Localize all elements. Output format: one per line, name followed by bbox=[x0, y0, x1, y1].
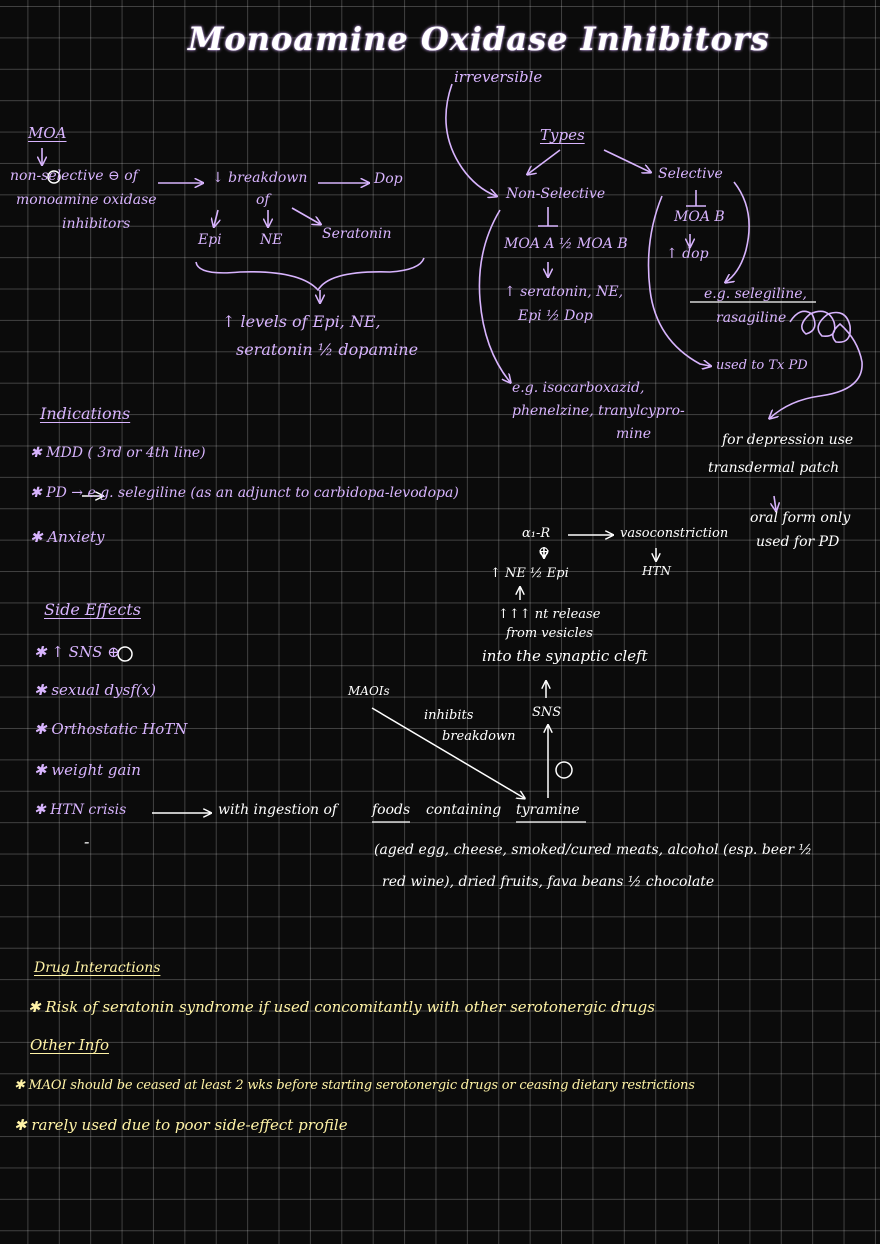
sel-target: MOA B bbox=[674, 209, 725, 225]
inhibits-line-2: breakdown bbox=[442, 729, 516, 744]
moa-heading: MOA bbox=[28, 124, 67, 142]
maois-label: MAOIs bbox=[348, 684, 390, 698]
moa-levels-2: seratonin ½ dopamine bbox=[236, 340, 419, 359]
types-heading: Types bbox=[540, 126, 585, 144]
moa-line-1: non-selective ⊖ of bbox=[10, 168, 138, 184]
foods-list-2: red wine), dried fruits, fava beans ½ chocolate bbox=[382, 874, 715, 890]
plus-sign-1: ⊕ bbox=[538, 544, 550, 560]
indication-item: ✱ Anxiety bbox=[30, 528, 105, 546]
moa-dop: Dop bbox=[374, 171, 403, 187]
side-effect-item: ✱ sexual dysf(x) bbox=[34, 681, 157, 699]
drug-interactions-heading: Drug Interactions bbox=[34, 960, 161, 976]
used-tx-pd: used to Tx PD bbox=[716, 358, 808, 373]
indication-item: ✱ PD → e.g. selegiline (as an adjunct to carbidopa-levodopa) bbox=[30, 485, 459, 501]
ns-example-3: mine bbox=[616, 426, 652, 442]
page-title: Monoamine Oxidase Inhibitors bbox=[188, 20, 770, 58]
depression-note-2: transdermal patch bbox=[708, 460, 840, 476]
other-info-heading: Other Info bbox=[30, 1036, 109, 1054]
foods-text: foods bbox=[372, 802, 411, 818]
tyramine-text: tyramine bbox=[516, 802, 580, 818]
moa-seratonin: Seratonin bbox=[322, 226, 392, 242]
side-effects-heading: Side Effects bbox=[44, 600, 141, 619]
side-effect-item: ✱ ↑ SNS ⊕ bbox=[34, 643, 120, 661]
selective-label: Selective bbox=[658, 166, 723, 182]
moa-levels-1: ↑ levels of Epi, NE, bbox=[222, 312, 381, 331]
depression-note-1: for depression use bbox=[722, 432, 854, 448]
side-effect-item: ✱ weight gain bbox=[34, 761, 141, 779]
release-line-1: ↑↑↑ nt release bbox=[498, 607, 601, 622]
htn-label: HTN bbox=[642, 564, 671, 578]
other-info-item: ✱ rarely used due to poor side-effect profile bbox=[14, 1116, 348, 1134]
moa-ne: NE bbox=[260, 232, 283, 248]
moa-line-2: monoamine oxidase bbox=[16, 192, 157, 208]
ns-example-2: phenelzine, tranylcypro- bbox=[512, 403, 685, 419]
moa-line-3: inhibitors bbox=[62, 216, 131, 232]
foods-list-1: (aged egg, cheese, smoked/cured meats, alcohol (esp. beer ½ bbox=[374, 842, 813, 858]
sel-example-2: rasagiline bbox=[716, 310, 787, 326]
moa-epi: Epi bbox=[198, 232, 222, 248]
sel-example-1: e.g. selegiline, bbox=[704, 286, 807, 302]
release-line-2: from vesicles bbox=[506, 626, 593, 641]
ns-example-1: e.g. isocarboxazid, bbox=[512, 380, 645, 396]
ns-target: MOA A ½ MOA B bbox=[504, 236, 628, 252]
other-info-item: ✱ MAOI should be ceased at least 2 wks before starting serotonergic drugs or ceasing dietary restrictions bbox=[14, 1078, 695, 1093]
ns-effect-1: ↑ seratonin, NE, bbox=[504, 284, 624, 300]
inhibits-line-1: inhibits bbox=[424, 708, 474, 723]
oral-note-2: used for PD bbox=[756, 534, 840, 550]
alpha1-receptor: α₁-R bbox=[522, 526, 551, 541]
moa-of: of bbox=[256, 192, 270, 208]
stray-dash: - bbox=[84, 832, 90, 851]
drug-interaction-item: ✱ Risk of seratonin syndrome if used concomitantly with other serotonergic drugs bbox=[28, 998, 655, 1016]
oral-note-1: oral form only bbox=[750, 510, 851, 526]
indications-heading: Indications bbox=[40, 404, 131, 423]
htn-link-text: with ingestion of bbox=[218, 802, 338, 818]
moa-breakdown: ↓ breakdown bbox=[212, 170, 308, 186]
containing-text: containing bbox=[426, 802, 502, 818]
ns-effect-2: Epi ½ Dop bbox=[518, 308, 593, 324]
ne-epi-label: ↑ NE ½ Epi bbox=[490, 566, 569, 581]
side-effect-item: ✱ Orthostatic HoTN bbox=[34, 720, 188, 738]
irreversible-label: irreversible bbox=[454, 68, 543, 86]
release-line-3: into the synaptic cleft bbox=[482, 647, 648, 665]
sel-effect: ↑ dop bbox=[666, 246, 709, 262]
non-selective-label: Non-Selective bbox=[506, 186, 606, 202]
vasoconstriction-label: vasoconstriction bbox=[620, 526, 729, 541]
sns-label: SNS bbox=[532, 705, 562, 720]
side-effect-item: ✱ HTN crisis bbox=[34, 802, 127, 818]
indication-item: ✱ MDD ( 3rd or 4th line) bbox=[30, 445, 206, 461]
